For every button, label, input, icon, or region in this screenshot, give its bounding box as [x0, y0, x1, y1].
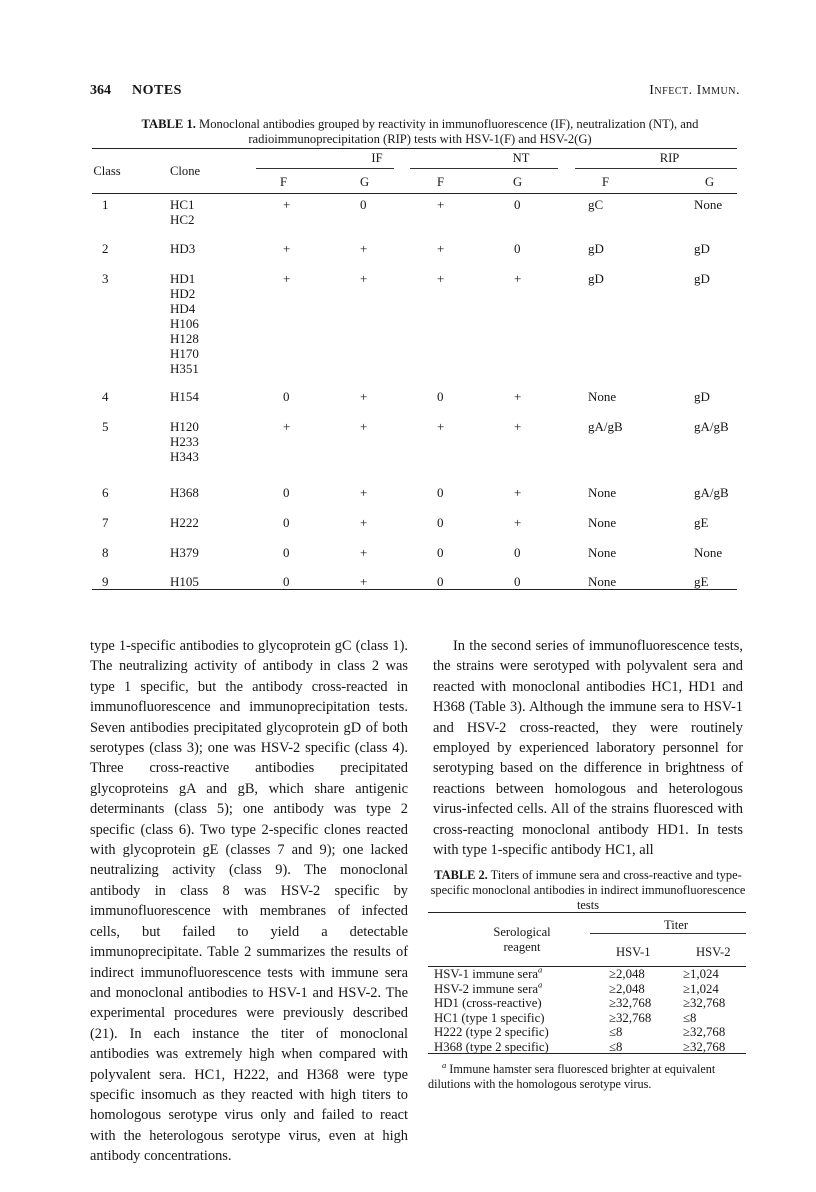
table1-rule-nt [410, 168, 558, 169]
table1-clone: HD1 [170, 271, 196, 286]
table2-header-hsv2: HSV-2 [696, 945, 731, 959]
table1-cell-rip-g: None [694, 545, 723, 560]
table1-cell-class: 4 [102, 389, 109, 404]
table1-cell-rip-f: None [588, 574, 617, 589]
table2-reagent-text: H368 (type 2 specific) [434, 1039, 549, 1054]
table2-header-reagent-2: reagent [503, 940, 541, 954]
table1-cell-nt-g: 0 [514, 545, 521, 560]
table1-cell-class: 1 [102, 197, 109, 212]
table1-cell-nt-f: 0 [437, 485, 444, 500]
table2-cell-reagent [434, 964, 543, 982]
table1-caption [100, 117, 740, 147]
table1-cell-if-g: + [360, 241, 368, 256]
table1-cell-rip-f: gC [588, 197, 604, 212]
table1-bottom-rule [92, 589, 737, 590]
table1-cell-clones [170, 271, 199, 376]
table2-caption [430, 868, 746, 912]
table2-cell-reagent [434, 996, 542, 1011]
table1-header-nt: NT [512, 151, 530, 165]
table1-cell-class: 8 [102, 545, 109, 560]
table1-cell-if-g: + [360, 545, 368, 560]
table2-header-reagent-1: Serological [493, 925, 551, 939]
running-head [90, 83, 740, 103]
table1-cell-class: 6 [102, 485, 109, 500]
table1-clone: H170 [170, 346, 199, 361]
table2-cell-reagent [434, 1025, 549, 1040]
table1-cell-nt-g: + [514, 271, 522, 286]
table1-clone: H120 [170, 419, 199, 434]
table2-cell-hsv1: ≤8 [609, 1039, 623, 1054]
table1-header-class: Class [93, 164, 121, 178]
table1-cell-clones [170, 241, 195, 256]
table1-cell-rip-g: gE [694, 574, 709, 589]
table1-cell-nt-g: 0 [514, 197, 521, 212]
table1-cell-nt-g: + [514, 419, 522, 434]
table1-cell-rip-g: gD [694, 241, 710, 256]
table1-caption-text: Monoclonal antibodies grouped by reactivity in immunofluorescence (IF), neutralization (NT), and radioimmunoprecipitation (RIP) tests with HSV-1(F) and HSV-2(G) [199, 117, 699, 146]
right-column-paragraph: In the second series of immunofluorescence tests, the strains were serotyped with polyvalent sera and reacted with monoclonal antibodies HC1, HD1 and H368 (Table 3). Although the immune sera to HSV-1 and HSV-2 cross-reacted, they were routinely employed by experienced laboratory personnel for serotyping based on the difference in brightness of reactions between homologous and heterologous virus-infected cells. All of the strains fluoresced with cross-reacting monoclonal antibody HD1. In tests with type 1-specific antibody HC1, all [433, 638, 743, 859]
table1-header-nt-g: G [513, 175, 523, 189]
table1-cell-if-f: 0 [283, 485, 290, 500]
table1-rule-rip [575, 168, 737, 169]
section-title: NOTES [132, 83, 182, 98]
table2-cell-hsv2: ≤8 [683, 1010, 697, 1025]
right-column [433, 636, 743, 860]
table2-cell-hsv1: ≥32,768 [609, 996, 652, 1010]
table1-cell-rip-f: None [588, 515, 617, 530]
table2-footnote [428, 1059, 748, 1092]
table1-clone: H154 [170, 389, 199, 404]
table2-reagent-text: HC1 (type 1 specific) [434, 1010, 545, 1025]
table1-cell-clones [170, 419, 199, 464]
table1-clone: H106 [170, 316, 199, 331]
table1-cell-clones [170, 389, 199, 404]
table2-footnote-text: Immune hamster sera fluoresced brighter at equivalent dilutions with the homologous serotype virus. [428, 1062, 716, 1091]
table1-cell-nt-f: + [437, 241, 445, 256]
page-number: 364 [90, 83, 111, 98]
table1-cell-rip-g: gA/gB [694, 419, 729, 434]
table1-clone: HC1 [170, 197, 195, 212]
table2-header [428, 912, 746, 967]
table1-cell-rip-f: gD [588, 271, 604, 286]
table2-header-titer: Titer [663, 918, 689, 932]
table1-cell-rip-f: gD [588, 241, 604, 256]
table1-cell-class: 9 [102, 574, 109, 589]
table1-cell-class: 7 [102, 515, 109, 530]
table1-cell-class: 5 [102, 419, 109, 434]
table2-caption-text: Titers of immune sera and cross-reactive and type-specific monoclonal antibodies in indirect immunofluorescence tests [430, 868, 746, 912]
table1-clone: H105 [170, 574, 199, 589]
table1-header-clone: Clone [170, 164, 201, 178]
table2-cell-hsv1: ≥2,048 [609, 981, 645, 996]
table2-footnote-ref: a [538, 979, 543, 990]
table1-header-rip-f: F [602, 175, 610, 189]
table1-cell-nt-f: 0 [437, 515, 444, 530]
table2-label: TABLE 2. [434, 868, 488, 882]
table1-cell-class: 3 [102, 271, 109, 286]
table1-cell-rip-g: None [694, 197, 723, 212]
table1-clone: HD2 [170, 286, 196, 301]
table1-cell-rip-f: None [588, 545, 617, 560]
table1-cell-clones [170, 574, 199, 589]
table2-reagent-text: HSV-1 immune sera [434, 967, 539, 981]
table1-header-if-f: F [280, 175, 288, 189]
table2-reagent-text: HSV-2 immune sera [434, 981, 539, 996]
journal-name: Infect. Immun. [649, 83, 740, 98]
left-column [90, 636, 408, 1167]
table2-cell-hsv1: ≥2,048 [609, 967, 645, 981]
table1-cell-if-g: + [360, 485, 368, 500]
table1-clone: H343 [170, 449, 199, 464]
table1-cell-nt-f: + [437, 271, 445, 286]
table2-cell-reagent [434, 1011, 545, 1026]
table1-header-if-g: G [360, 175, 370, 189]
table2-reagent-text: H222 (type 2 specific) [434, 1025, 549, 1039]
table1-rule-if [256, 168, 394, 169]
table2-footnote-mark: a [442, 1059, 447, 1070]
table1-header-nt-f: F [437, 175, 445, 189]
table1-clone: H222 [170, 515, 199, 530]
table1-label: TABLE 1. [141, 117, 196, 131]
table2-cell-hsv2: ≥1,024 [683, 967, 719, 981]
table1-cell-if-f: + [283, 271, 291, 286]
table1-header [92, 148, 737, 194]
left-column-paragraph: type 1-specific antibodies to glycoprotein gC (class 1). The neutralizing activity of antibody in class 2 was type 1 specific, but the antibody cross-reacted in immunofluorescence and immunoprecipitation tests. Seven antibodies precipitated glycoprotein gD of both serotypes (class 3); one was HSV-2 specific (class 4). Three cross-reactive antibodies precipitated glycoproteins gA and gB, which share antigenic determinants (class 5); one antibody was type 2 specific (class 6). Two type 2-specific clones reacted with glycoprotein gE (classes 7 and 9); one lacked neutralizing activity (class 9). The monoclonal antibody in class 8 was HSV-2 specific by immunofluorescence with membranes of infected cells, but failed to yield a detectable immunoprecipitate. Table 2 summarizes the results of indirect immunofluorescence tests with immune sera and monoclonal antibodies to HSV-1 and HSV-2. The experimental procedures were previously described (21). In each instance the titer of monoclonal antibodies was extremely high when compared with polyvalent sera. HC1, H222, and H368 were type specific insomuch as they reacted with high titers to homologous serotype virus only and failed to react with the heterologous serotype virus, even at high antibody concentrations. [90, 638, 408, 1165]
table1-cell-nt-g: + [514, 485, 522, 500]
table1-cell-nt-g: 0 [514, 241, 521, 256]
table1-cell-if-f: + [283, 419, 291, 434]
table1-cell-if-f: 0 [283, 389, 290, 404]
table1-clone: H351 [170, 361, 199, 376]
table2-cell-reagent [434, 979, 543, 997]
table1-cell-clones [170, 197, 195, 227]
table1-cell-if-g: + [360, 389, 368, 404]
table1-cell-rip-g: gA/gB [694, 485, 729, 500]
table1-cell-if-f: + [283, 197, 291, 212]
table2-header-hsv1: HSV-1 [616, 945, 651, 959]
table2-cell-hsv2: ≥32,768 [683, 1039, 726, 1054]
table1-cell-nt-f: 0 [437, 389, 444, 404]
table1-clone: HC2 [170, 212, 195, 227]
table1-cell-if-g: + [360, 515, 368, 530]
table2-bottom-rule [428, 1053, 746, 1054]
table1-cell-if-f: + [283, 241, 291, 256]
table1-cell-if-f: 0 [283, 515, 290, 530]
table1-cell-if-g: + [360, 574, 368, 589]
table2-cell-hsv2: ≥32,768 [683, 1025, 726, 1039]
table1-clone: H233 [170, 434, 199, 449]
table1-cell-rip-g: gD [694, 271, 710, 286]
table1-clone: H379 [170, 545, 199, 560]
table1-header-rip-g: G [705, 175, 715, 189]
table1-cell-clones [170, 545, 199, 560]
table1-cell-if-g: + [360, 271, 368, 286]
table1-cell-rip-g: gE [694, 515, 709, 530]
table1-cell-rip-f: gA/gB [588, 419, 623, 434]
table2-cell-hsv1: ≥32,768 [609, 1010, 652, 1025]
table1-cell-rip-f: None [588, 485, 617, 500]
table2-footnote-ref: a [538, 964, 543, 975]
table1-cell-rip-g: gD [694, 389, 710, 404]
table2-cell-hsv2: ≥32,768 [683, 996, 726, 1010]
table1-cell-clones [170, 485, 199, 500]
table1-cell-nt-f: 0 [437, 574, 444, 589]
table2-cell-hsv1: ≤8 [609, 1025, 623, 1039]
table1-clone: H368 [170, 485, 199, 500]
table1-clone: HD3 [170, 241, 196, 256]
table1-header-rip: RIP [659, 151, 680, 165]
table2-cell-hsv2: ≥1,024 [683, 981, 719, 996]
table1-cell-if-g: + [360, 419, 368, 434]
table1-cell-nt-g: + [514, 515, 522, 530]
table1-cell-if-f: 0 [283, 574, 290, 589]
table1-cell-nt-f: + [437, 197, 445, 212]
table1-cell-nt-g: + [514, 389, 522, 404]
table1-cell-if-f: 0 [283, 545, 290, 560]
table1-cell-class: 2 [102, 241, 109, 256]
table1-cell-nt-g: 0 [514, 574, 521, 589]
table1-clone: HD4 [170, 301, 196, 316]
table1-clone: H128 [170, 331, 199, 346]
table1-cell-nt-f: + [437, 419, 445, 434]
table1-header-if: IF [371, 151, 383, 165]
table1-cell-clones [170, 515, 199, 530]
table1-cell-nt-f: 0 [437, 545, 444, 560]
table1-cell-if-g: 0 [360, 197, 367, 212]
table2-reagent-text: HD1 (cross-reactive) [434, 996, 542, 1010]
table2-titer-rule [590, 933, 746, 934]
table1-cell-rip-f: None [588, 389, 617, 404]
